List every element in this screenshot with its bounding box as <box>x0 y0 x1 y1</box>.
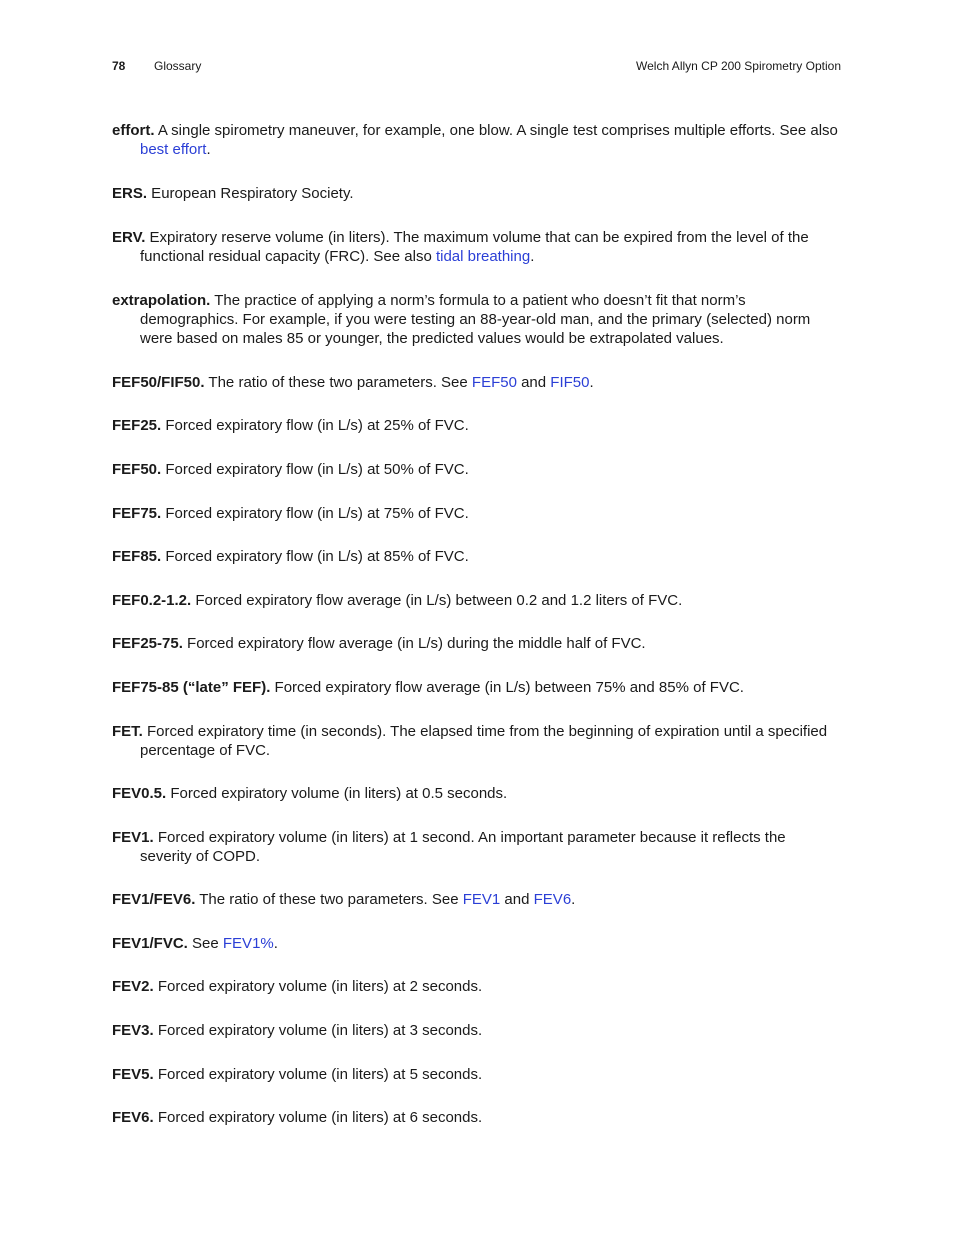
glossary-term: FEF75-85 (“late” FEF). <box>112 679 271 696</box>
glossary-entry <box>112 634 841 653</box>
glossary-entry <box>112 934 841 953</box>
glossary-entry <box>112 228 841 266</box>
glossary-term: effort. <box>112 122 155 139</box>
glossary-term: FEF25-75. <box>112 635 183 652</box>
glossary-term: FEV1/FEV6. <box>112 891 196 908</box>
glossary-term: FEV6. <box>112 1109 154 1126</box>
cross-reference-link[interactable]: FIF50 <box>550 374 590 391</box>
glossary-term: FEF25. <box>112 417 162 434</box>
glossary-entry <box>112 828 841 866</box>
glossary-term: FEV1/FVC. <box>112 935 188 952</box>
definition-text: The practice of applying a norm’s formula to a patient who doesn’t fit that norm’s demographics. For example, if you were testing an 88-year-old man, and the primary (selected) norm were based on males 85 or younger, the predicted values would be extrapolated values. <box>140 292 811 347</box>
definition-text: European Respiratory Society. <box>147 185 354 202</box>
definition-text: Forced expiratory volume (in liters) at 2 seconds. <box>153 978 483 995</box>
glossary-term: ERS. <box>112 185 148 202</box>
definition-text: Forced expiratory flow (in L/s) at 85% of FVC. <box>161 548 469 565</box>
definition-text: Forced expiratory flow (in L/s) at 25% of FVC. <box>161 417 469 434</box>
definition-text: . <box>206 141 211 158</box>
glossary-term: FEV1. <box>112 829 154 846</box>
glossary-entry <box>112 121 841 159</box>
cross-reference-link[interactable]: best effort <box>140 141 207 158</box>
definition-text: See <box>187 935 223 952</box>
glossary-entry <box>112 373 841 392</box>
glossary-entry <box>112 291 841 348</box>
definition-text: Forced expiratory volume (in liters) at 1 second. An important parameter because it reflects the severity of COPD. <box>140 829 786 865</box>
glossary-entry <box>112 591 841 610</box>
glossary-entry <box>112 460 841 479</box>
glossary-term: FEV0.5. <box>112 785 167 802</box>
glossary-entry <box>112 1108 841 1127</box>
definition-text: . <box>273 935 278 952</box>
definition-text: Forced expiratory volume (in liters) at 3 seconds. <box>153 1022 483 1039</box>
definition-text: Forced expiratory time (in seconds). The elapsed time from the beginning of expiration until a specified percentage of FVC. <box>140 723 828 759</box>
glossary-term: FEF75. <box>112 505 162 522</box>
definition-text: and <box>500 891 534 908</box>
definition-text: Forced expiratory volume (in liters) at 0.5 seconds. <box>166 785 508 802</box>
definition-text: Forced expiratory flow (in L/s) at 75% of FVC. <box>161 505 469 522</box>
glossary-entry <box>112 184 841 203</box>
definition-text: Forced expiratory volume (in liters) at 6 seconds. <box>153 1109 483 1126</box>
cross-reference-link[interactable]: FEV1% <box>222 935 274 952</box>
cross-reference-link[interactable]: FEV6 <box>533 891 572 908</box>
glossary-entry <box>112 977 841 996</box>
glossary-entry <box>112 890 841 909</box>
glossary-entry <box>112 416 841 435</box>
page-header <box>112 59 841 77</box>
definition-text: The ratio of these two parameters. See <box>195 891 463 908</box>
definition-text: Forced expiratory flow (in L/s) at 50% of FVC. <box>161 461 469 478</box>
glossary-entry <box>112 547 841 566</box>
document-title: Welch Allyn CP 200 Spirometry Option <box>636 59 841 73</box>
section-name: Glossary <box>154 59 202 73</box>
glossary-term: ERV. <box>112 229 146 246</box>
definition-text: Expiratory reserve volume (in liters). The maximum volume that can be expired from the level of the functional residual capacity (FRC). See also <box>140 229 809 265</box>
cross-reference-link[interactable]: tidal breathing <box>435 248 531 265</box>
definition-text: Forced expiratory flow average (in L/s) during the middle half of FVC. <box>182 635 646 652</box>
definition-text: Forced expiratory flow average (in L/s) between 75% and 85% of FVC. <box>270 679 744 696</box>
definition-text: A single spirometry maneuver, for example, one blow. A single test comprises multiple efforts. See also <box>154 122 838 139</box>
glossary-term: FEV5. <box>112 1066 154 1083</box>
definition-text: . <box>530 248 535 265</box>
glossary-entry <box>112 504 841 523</box>
definition-text: and <box>516 374 551 391</box>
glossary-term: FEF50. <box>112 461 162 478</box>
definition-text: . <box>589 374 594 391</box>
glossary-entry <box>112 678 841 697</box>
glossary-term: FEF85. <box>112 548 162 565</box>
glossary-term: FEF0.2-1.2. <box>112 592 192 609</box>
glossary-term: extrapolation. <box>112 292 211 309</box>
glossary-entries <box>112 121 841 1127</box>
glossary-entry <box>112 722 841 760</box>
cross-reference-link[interactable]: FEF50 <box>471 374 517 391</box>
glossary-entry <box>112 1065 841 1084</box>
glossary-entry <box>112 784 841 803</box>
glossary-term: FEV2. <box>112 978 154 995</box>
glossary-term: FEF50/FIF50. <box>112 374 205 391</box>
cross-reference-link[interactable]: FEV1 <box>462 891 501 908</box>
definition-text: Forced expiratory volume (in liters) at 5 seconds. <box>153 1066 483 1083</box>
definition-text: Forced expiratory flow average (in L/s) between 0.2 and 1.2 liters of FVC. <box>191 592 683 609</box>
definition-text: . <box>571 891 576 908</box>
page-number: 78 <box>112 59 126 73</box>
glossary-term: FEV3. <box>112 1022 154 1039</box>
glossary-term: FET. <box>112 723 143 740</box>
glossary-entry <box>112 1021 841 1040</box>
definition-text: The ratio of these two parameters. See <box>204 374 472 391</box>
